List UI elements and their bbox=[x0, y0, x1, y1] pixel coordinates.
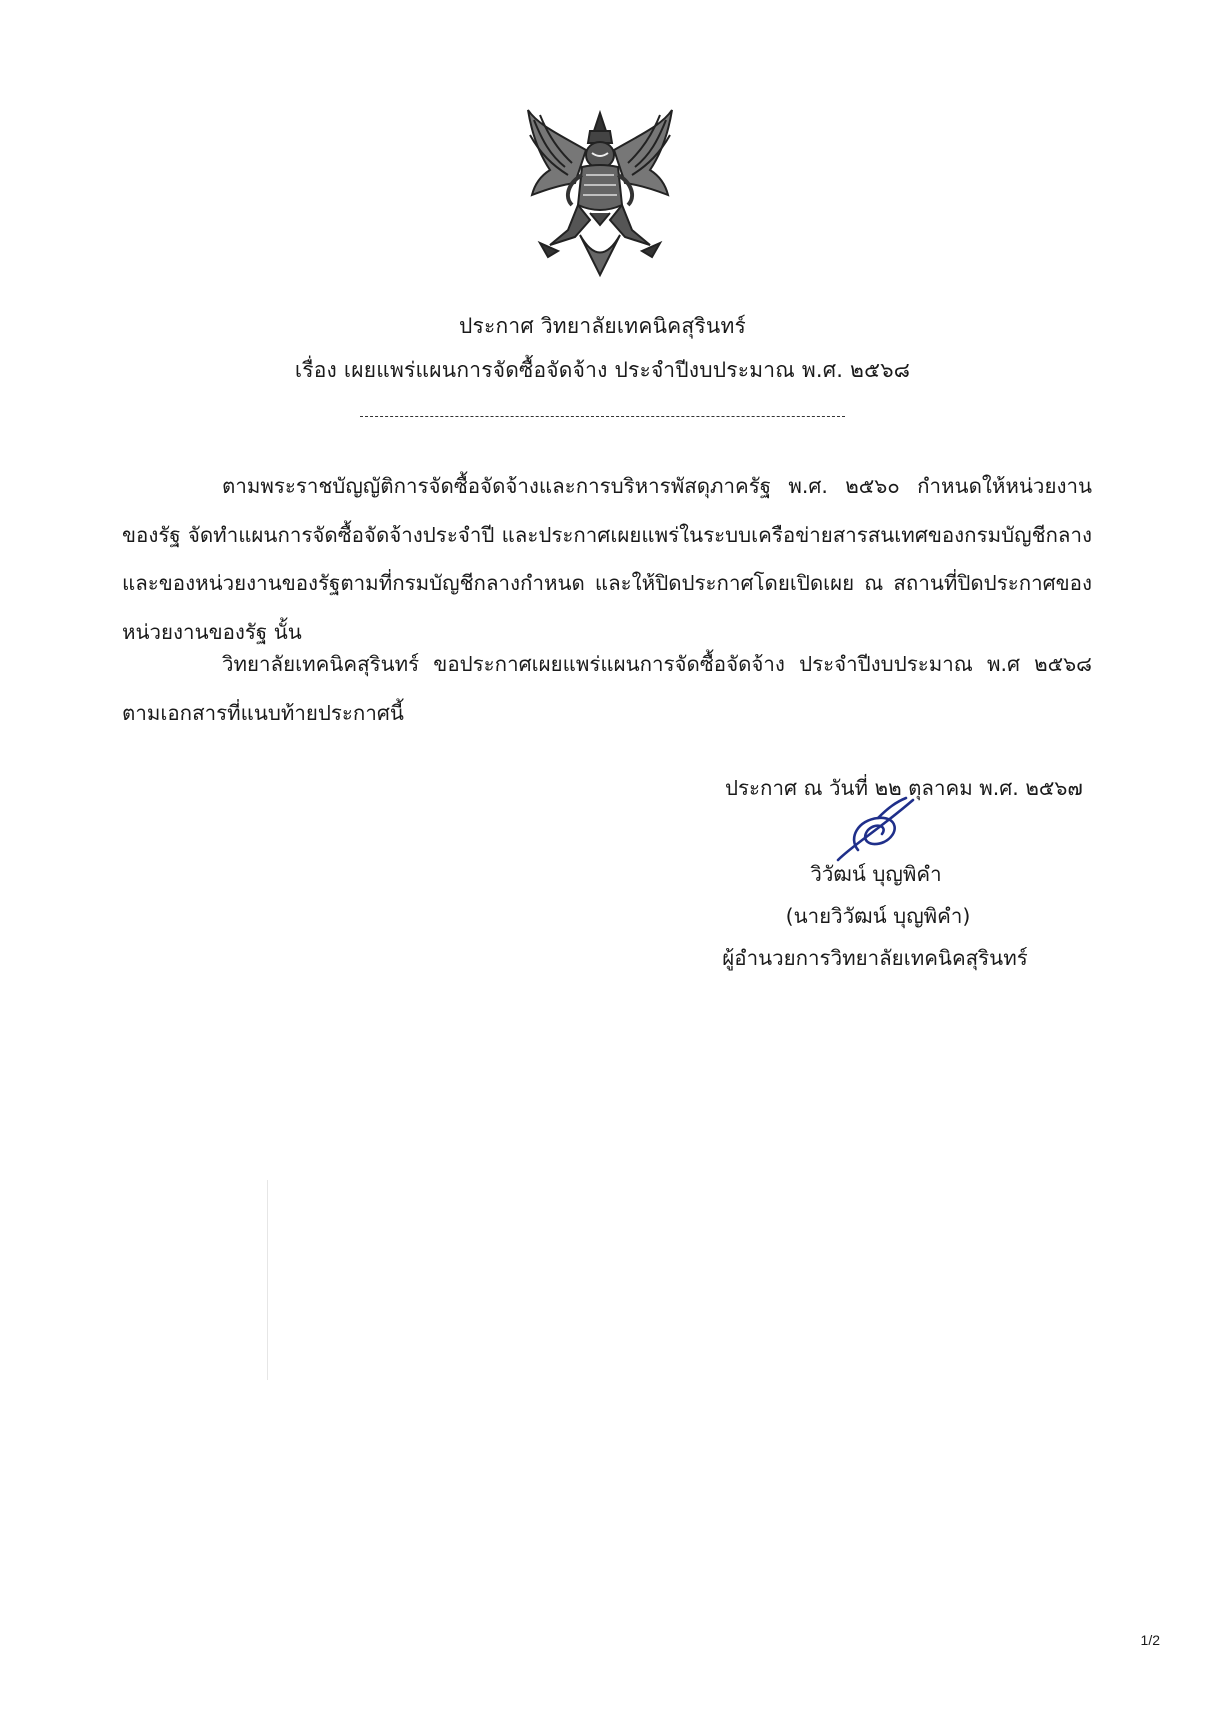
scan-artifact bbox=[267, 1180, 268, 1380]
handwritten-signature-icon bbox=[818, 790, 938, 865]
signatory-position: ผู้อำนวยการวิทยาลัยเทคนิคสุรินทร์ bbox=[722, 946, 1028, 970]
signatory-name: วิวัฒน์ บุญพิคำ bbox=[810, 862, 942, 886]
announcement-title: ประกาศ วิทยาลัยเทคนิคสุรินทร์ bbox=[459, 314, 746, 338]
announcement-date: ประกาศ ณ วันที่ ๒๒ ตุลาคม พ.ศ. ๒๕๖๗ bbox=[725, 776, 1083, 800]
page-number: 1/2 bbox=[1140, 1632, 1160, 1648]
announcement-subject: เรื่อง เผยแพร่แผนการจัดซื้อจัดจ้าง ประจำปีงบประมาณ พ.ศ. ๒๕๖๘ bbox=[294, 358, 911, 382]
garuda-emblem-icon bbox=[520, 105, 680, 280]
body-paragraph-1: ตามพระราชบัญญัติการจัดซื้อจัดจ้างและการบริหารพัสดุภาครัฐ พ.ศ. ๒๕๖๐ กำหนดให้หน่วยงานของรัฐ จัดทำแผนการจัดซื้อจัดจ้างประจำปี และประกาศเผยแพร่ในระบบเครือข่ายสารสนเทศของกรมบัญชีกลางและของหน่วยงานของรัฐตามที่กรมบัญชีกลางกำหนด และให้ปิดประกาศโดยเปิดเผย ณ สถานที่ปิดประกาศของหน่วยงานของรัฐ นั้น bbox=[122, 474, 1092, 644]
signatory-full-name: (นายวิวัฒน์ บุญพิคำ) bbox=[785, 904, 971, 928]
title-divider bbox=[360, 416, 845, 417]
body-paragraph-2: วิทยาลัยเทคนิคสุรินทร์ ขอประกาศเผยแพร่แผนการจัดซื้อจัดจ้าง ประจำปีงบประมาณ พ.ศ ๒๕๖๘ ตามเอกสารที่แนบท้ายประกาศนี้ bbox=[122, 652, 1092, 725]
